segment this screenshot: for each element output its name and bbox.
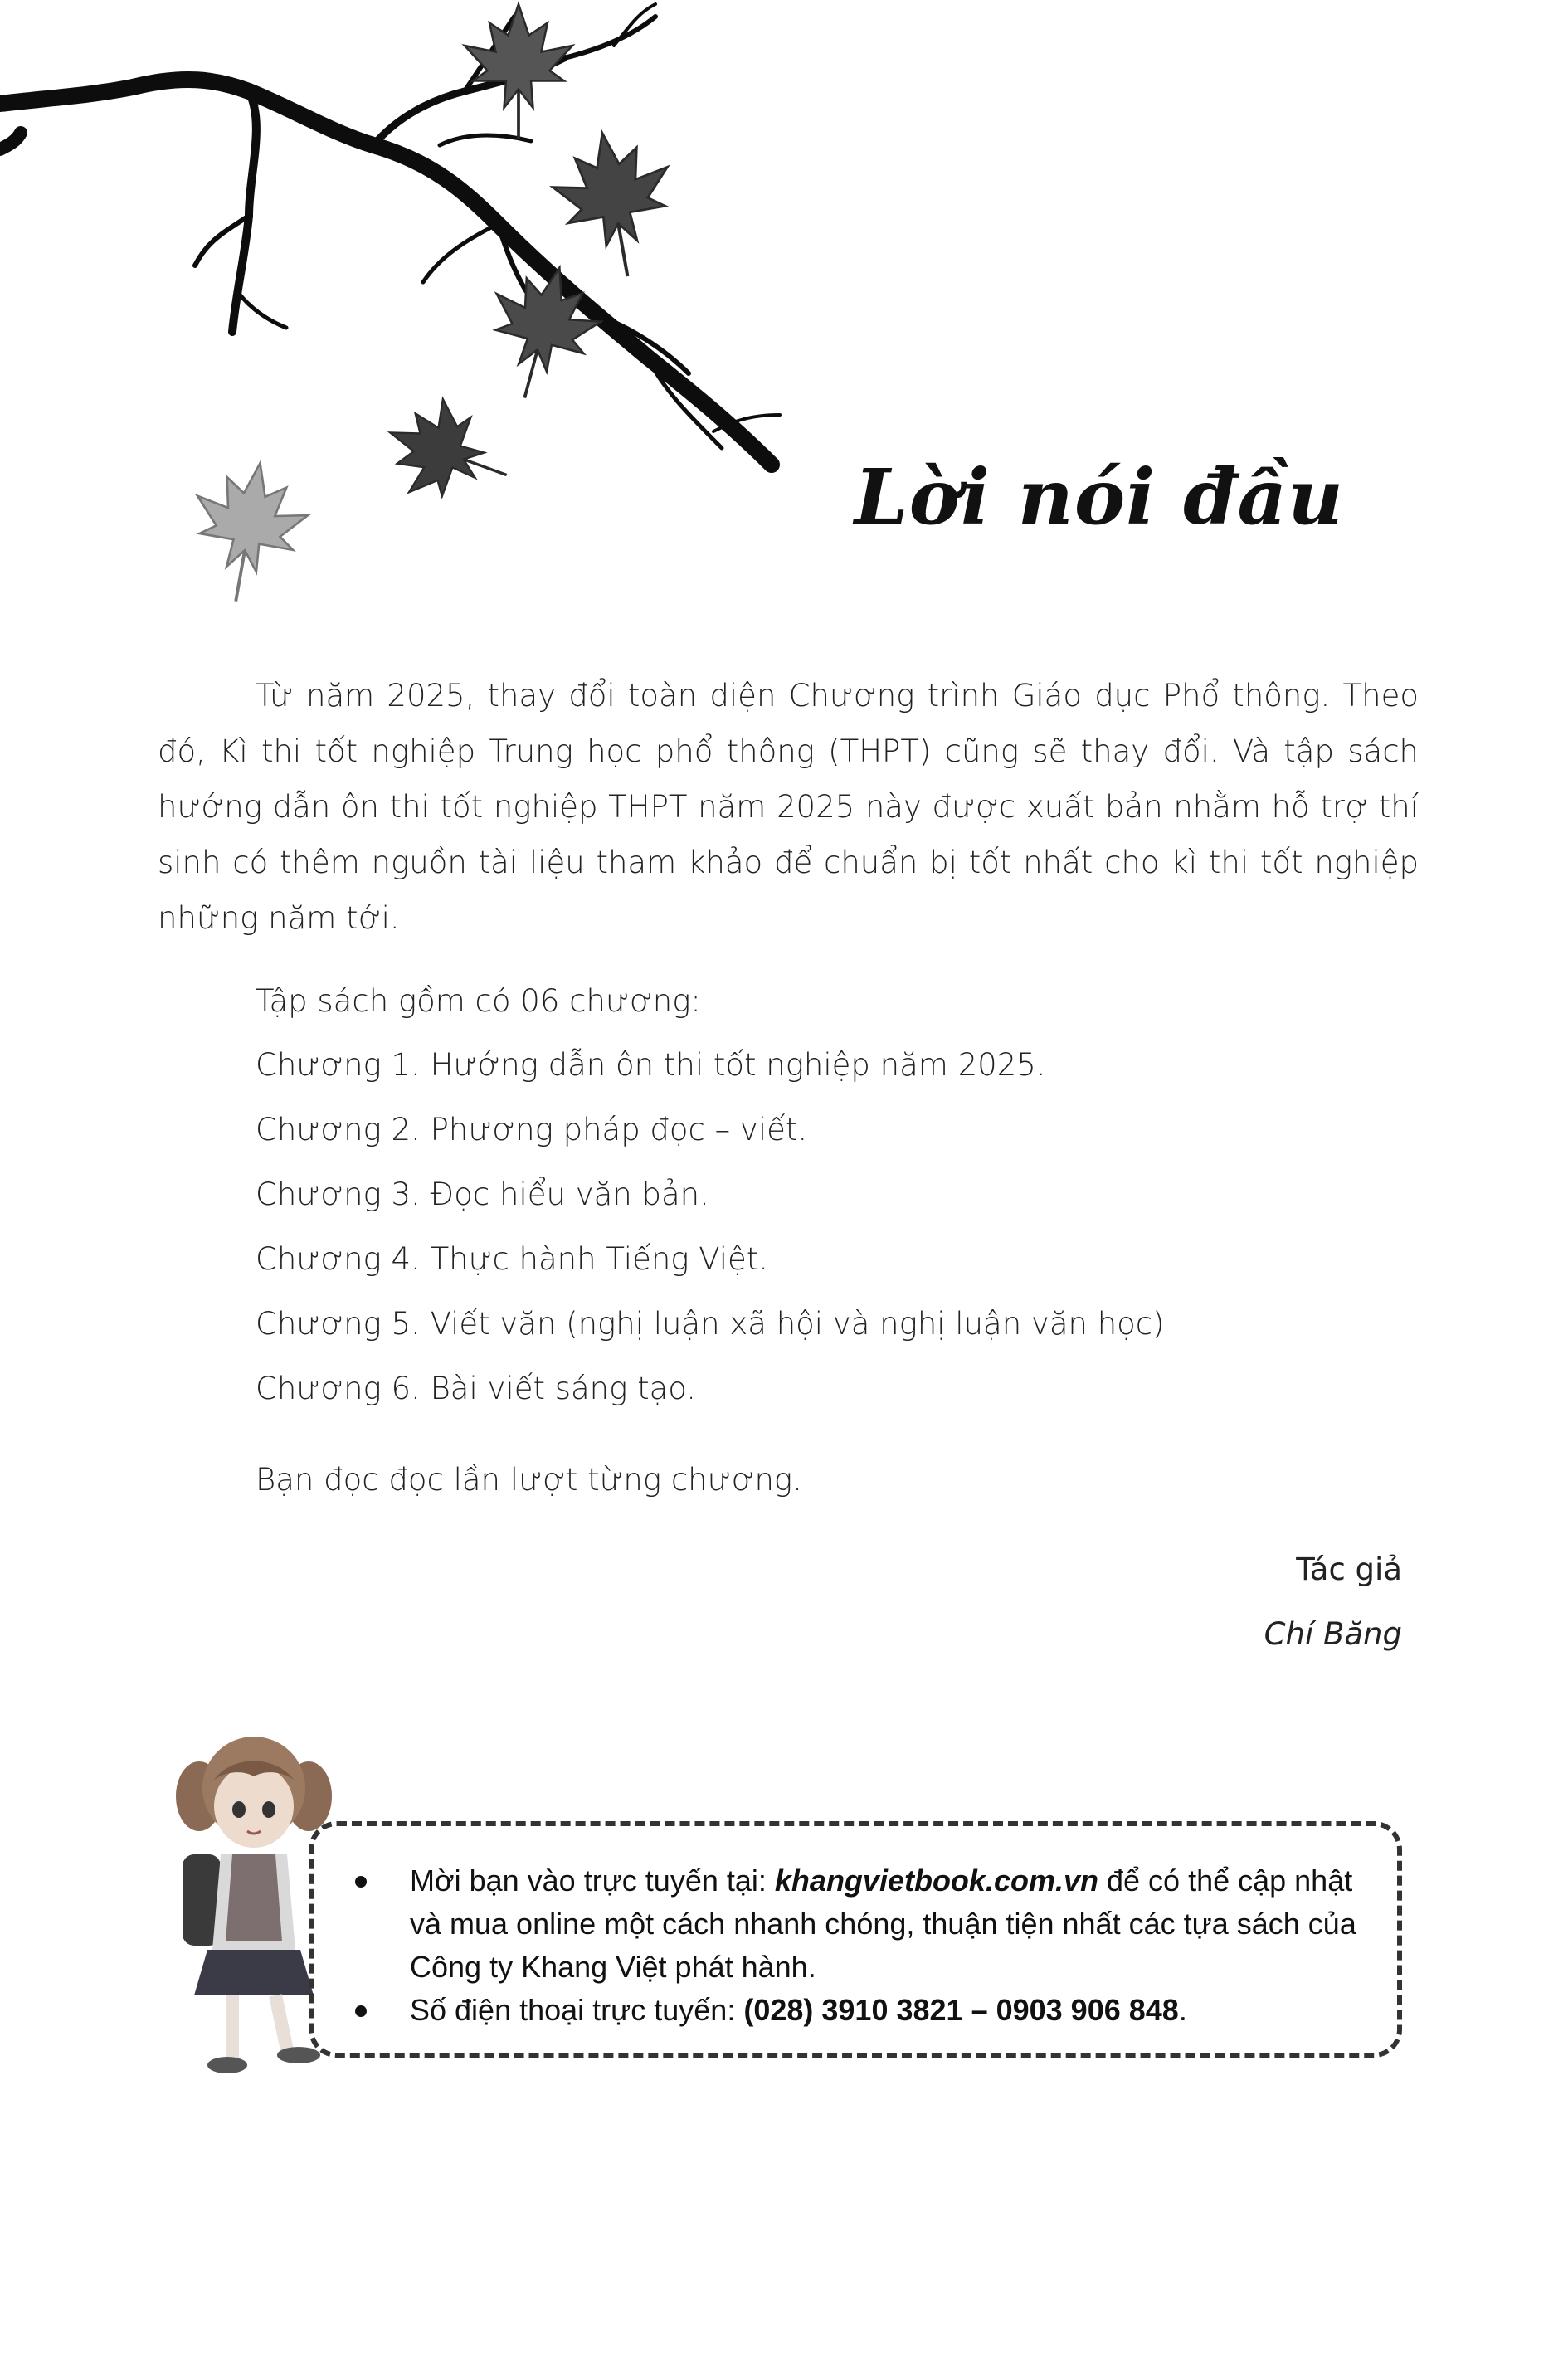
bullet-icon [355,1876,367,1888]
chapter-item: Chương 1. Hướng dẫn ôn thi tốt nghiệp năm 2025. [256,1047,1046,1083]
website-link[interactable]: khangvietbook.com.vn [774,1863,1098,1898]
bullet1-suffix: để có thể cập nhật và mua online một cách nhanh chóng, thuận tiện nhất các tựa sách của Công ty Khang Việt phát hành. [410,1863,1356,1984]
closing-line: Bạn đọc đọc lần lượt từng chương. [256,1462,802,1498]
chapter-item: Chương 3. Đọc hiểu văn bản. [256,1176,709,1212]
bullet-icon [355,2005,367,2017]
chapter-item: Chương 6. Bài viết sáng tạo. [256,1371,697,1406]
maple-branch-illustration [0,0,813,614]
intro-paragraph: Từ năm 2025, thay đổi toàn diện Chương trình Giáo dục Phổ thông. Theo đó, Kì thi tốt nghiệp Trung học phổ thông (THPT) cũng sẽ thay đổi. Và tập sách hướng dẫn ôn thi tốt nghiệp THPT năm 2025 này được xuất bản nhằm hỗ trợ thí sinh có thêm nguồn tài liệu tham khảo để chuẩn bị tốt nhất cho kì thi tốt nghiệp những năm tới. [158,678,1419,936]
chapter-item: Chương 2. Phương pháp đọc – viết. [256,1112,808,1147]
bullet1-prefix: Mời bạn vào trực tuyến tại: [410,1863,767,1898]
signature-role: Tác giả [1296,1552,1402,1587]
signature-name: Chí Băng [1264,1616,1402,1652]
page-title: Lời nói đầu [854,452,1344,542]
phone-numbers: (028) 3910 3821 – 0903 906 848 [743,1993,1179,2027]
bullet2-prefix: Số điện thoại trực tuyến: [410,1993,736,2027]
chapters-intro: Tập sách gồm có 06 chương: [256,983,701,1019]
chapter-item: Chương 5. Viết văn (nghị luận xã hội và nghị luận văn học) [256,1306,1165,1342]
info-box [309,1821,1402,2058]
bullet2-suffix: . [1178,1993,1187,2027]
chapter-item: Chương 4. Thực hành Tiếng Việt. [256,1241,769,1277]
